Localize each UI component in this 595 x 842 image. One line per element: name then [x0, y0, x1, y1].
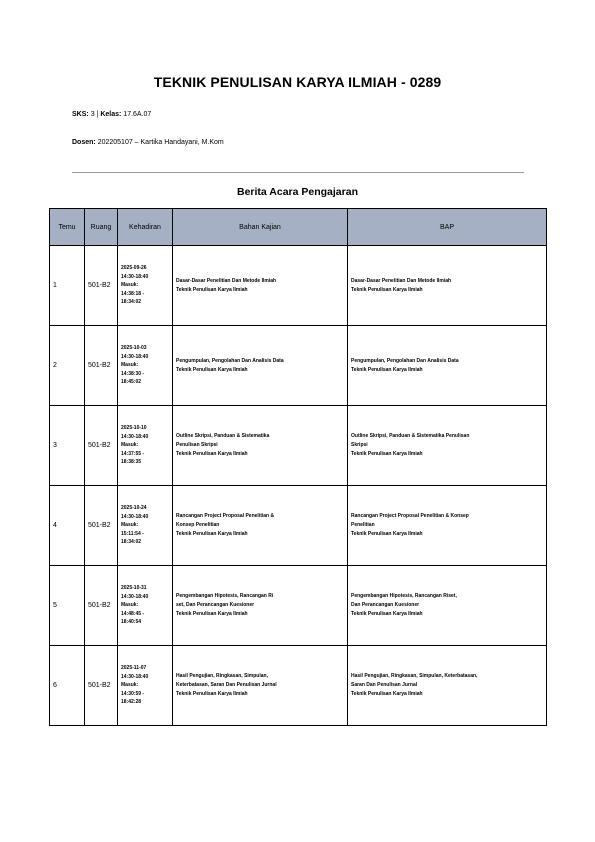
dosen-value: 202205107 – Kartika Handayani, M.Kom	[97, 139, 224, 146]
cell-bap	[348, 246, 547, 326]
page-title: TEKNIK PENULISAN KARYA ILMIAH - 0289	[153, 74, 442, 90]
table-row	[50, 486, 547, 566]
cell-line: 18:34:02	[121, 299, 142, 306]
cell-line: 14:37:55 -	[121, 450, 145, 457]
cell-line: 14:38:18 -	[121, 290, 145, 297]
cell-temu: 4	[50, 486, 85, 566]
sks-label: SKS:	[72, 111, 89, 118]
cell-line: Teknik Penulisan Karya Ilmiah	[176, 451, 248, 457]
cell-bahan-kajian	[173, 406, 348, 486]
cell-line: 2025-11-07	[121, 665, 147, 672]
cell-line: Pengumpulan, Pengolahan Dan Analisis Data	[176, 357, 284, 364]
cell-ruang: 501-B2	[85, 566, 118, 646]
cell-kehadiran	[118, 326, 173, 406]
cell-line: Teknik Penulisan Karya Ilmiah	[176, 691, 248, 697]
table-row	[50, 646, 547, 726]
cell-bahan-kajian	[173, 486, 348, 566]
cell-line: Teknik Penulisan Karya Ilmiah	[351, 691, 423, 697]
cell-ruang: 501-B2	[85, 246, 118, 326]
cell-line: 14:30-18:40	[121, 433, 149, 440]
attendance-table	[49, 208, 547, 726]
table-row	[50, 566, 547, 646]
cell-line: 18:38:35	[121, 459, 142, 466]
cell-line: set, Dan Perancangan Kuesioner	[176, 602, 255, 608]
cell-bap	[348, 326, 547, 406]
cell-line: 2025-10-10	[121, 425, 147, 432]
cell-line: Rancangan Project Proposal Penelitian & Konsep	[351, 513, 469, 519]
header-kehadiran: Kehadiran	[118, 209, 173, 246]
cell-kehadiran	[118, 566, 173, 646]
cell-temu: 2	[50, 326, 85, 406]
divider	[72, 172, 524, 173]
cell-ruang: 501-B2	[85, 406, 118, 486]
cell-line: Teknik Penulisan Karya Ilmiah	[351, 286, 423, 293]
cell-line: Teknik Penulisan Karya Ilmiah	[176, 611, 248, 617]
cell-line: Teknik Penulisan Karya Ilmiah	[351, 531, 423, 537]
cell-line: Dan Perancangan Kuesioner	[351, 602, 420, 608]
cell-line: 18:40:54	[121, 619, 142, 626]
cell-line: Masuk:	[121, 522, 139, 529]
cell-bap	[348, 646, 547, 726]
cell-line: 2025-10-24	[121, 505, 147, 512]
cell-line: Hasil Pengujian, Ringkasan, Simpulan,	[176, 673, 268, 679]
cell-line: Masuk:	[121, 362, 139, 369]
course-info	[72, 111, 151, 118]
cell-line: 14:30-18:40	[121, 273, 149, 280]
cell-line: Konsep Penelitian	[176, 522, 220, 528]
cell-temu: 1	[50, 246, 85, 326]
cell-line: Teknik Penulisan Karya Ilmiah	[176, 286, 248, 293]
cell-bap	[348, 486, 547, 566]
kelas-value: 17.6A.07	[123, 111, 152, 118]
cell-line: Skripsi	[351, 442, 368, 448]
table-row	[50, 406, 547, 486]
cell-line: Teknik Penulisan Karya Ilmiah	[351, 366, 423, 373]
cell-line: 2025-09-26	[121, 265, 147, 272]
cell-line: 14:30-18:40	[121, 593, 149, 600]
cell-line: 2025-10-03	[121, 345, 147, 352]
cell-temu: 3	[50, 406, 85, 486]
cell-ruang: 501-B2	[85, 646, 118, 726]
cell-line: Hasil Pengujian, Ringkasan, Simpulan, Keterbatasan,	[351, 673, 478, 679]
cell-ruang: 501-B2	[85, 326, 118, 406]
header-ruang: Ruang	[85, 209, 118, 246]
cell-line: 18:34:02	[121, 539, 142, 546]
cell-line: Teknik Penulisan Karya Ilmiah	[351, 611, 423, 617]
header-bap: BAP	[348, 209, 547, 246]
lecturer-info	[72, 139, 224, 146]
header-bahan-kajian: Bahan Kajian	[173, 209, 348, 246]
cell-line: Pengumpulan, Pengolahan Dan Analisis Data	[351, 357, 459, 364]
cell-line: Pengembangan Hipotesis, Rancangan Ri	[176, 593, 274, 599]
dosen-label: Dosen:	[72, 139, 96, 146]
sks-value: 3	[90, 111, 95, 118]
cell-line: Penulisan Skripsi	[176, 442, 218, 448]
cell-line: 15:11:54 -	[121, 530, 144, 537]
cell-ruang: 501-B2	[85, 486, 118, 566]
cell-line: 14:30-18:40	[121, 513, 149, 520]
cell-line: Masuk:	[121, 602, 139, 609]
cell-line: 14:38:30 -	[121, 370, 145, 377]
cell-line: 14:30:59 -	[121, 690, 145, 697]
cell-line: 14:30-18:40	[121, 673, 149, 680]
kelas-label: Kelas:	[100, 111, 122, 118]
cell-line: Masuk:	[121, 282, 139, 289]
cell-bahan-kajian	[173, 566, 348, 646]
cell-line: 2025-10-31	[121, 585, 147, 592]
cell-line: 14:48:45 -	[121, 610, 145, 617]
cell-line: 18:42:28	[121, 699, 142, 706]
cell-line: Saran Dan Penulisan Jurnal	[351, 682, 418, 688]
cell-line: Dasar-Dasar Penelitian Dan Metode Ilmiah	[176, 277, 277, 284]
cell-line: Rancangan Project Proposal Penelitian &	[176, 513, 275, 519]
cell-line: 18:45:02	[121, 379, 142, 386]
cell-line: Masuk:	[121, 682, 139, 689]
cell-bahan-kajian	[173, 326, 348, 406]
cell-line: Penelitian	[351, 522, 375, 528]
cell-line: Outline Skripsi, Panduan & Sistematika	[176, 433, 270, 439]
table-row	[50, 246, 547, 326]
cell-line: Teknik Penulisan Karya Ilmiah	[176, 366, 248, 373]
cell-line: Outline Skripsi, Panduan & Sistematika Penulisan	[351, 433, 470, 439]
cell-bahan-kajian	[173, 246, 348, 326]
cell-line: Dasar-Dasar Penelitian Dan Metode Ilmiah	[351, 277, 452, 284]
table-header-row	[50, 209, 547, 246]
cell-bap	[348, 566, 547, 646]
cell-kehadiran	[118, 646, 173, 726]
cell-kehadiran	[118, 406, 173, 486]
section-title: Berita Acara Pengajaran	[236, 186, 358, 198]
separator: |	[96, 111, 99, 118]
cell-bahan-kajian	[173, 646, 348, 726]
cell-bap	[348, 406, 547, 486]
header-temu: Temu	[50, 209, 85, 246]
cell-line: Masuk:	[121, 442, 139, 449]
cell-line: Keterbatasan, Saran Dan Penulisan Jurnal	[176, 682, 277, 688]
cell-line: 14:30-18:40	[121, 353, 149, 360]
table-row	[50, 326, 547, 406]
cell-line: Teknik Penulisan Karya Ilmiah	[351, 451, 423, 457]
cell-temu: 6	[50, 646, 85, 726]
cell-line: Teknik Penulisan Karya Ilmiah	[176, 531, 248, 537]
cell-kehadiran	[118, 486, 173, 566]
cell-kehadiran	[118, 246, 173, 326]
cell-temu: 5	[50, 566, 85, 646]
cell-line: Pengembangan Hipotesis, Rancangan Riset,	[351, 593, 457, 599]
